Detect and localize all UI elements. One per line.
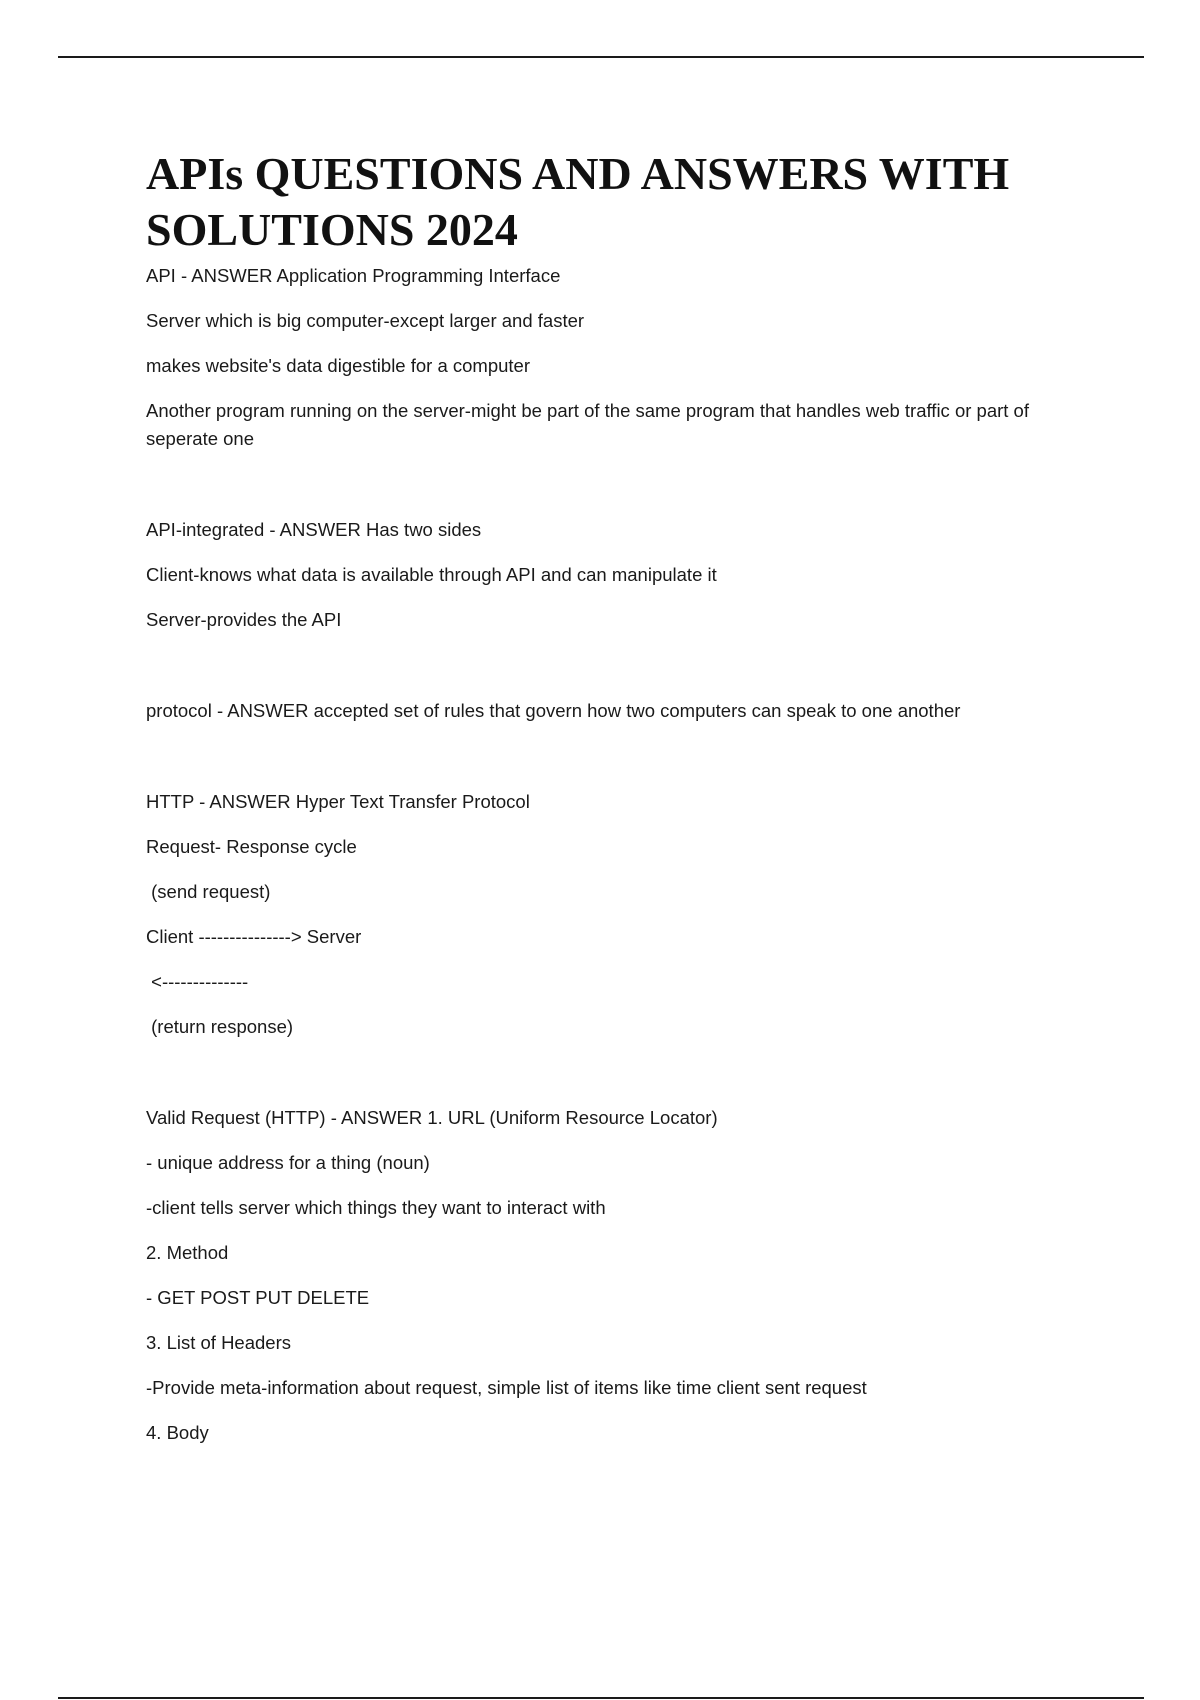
qa-line: 4. Body <box>146 1422 209 1443</box>
title-line-1: APIs QUESTIONS AND ANSWERS WITH <box>146 148 1010 199</box>
section-spacer <box>146 742 1086 788</box>
qa-line: Client ---------------> Server <box>146 926 362 947</box>
qa-line: <-------------- <box>146 971 249 992</box>
section-spacer <box>146 470 1086 516</box>
qa-line: Valid Request (HTTP) - ANSWER 1. URL (Uniform Resource Locator) <box>146 1107 718 1128</box>
document-title <box>146 146 1086 258</box>
qa-line: HTTP - ANSWER Hyper Text Transfer Protocol <box>146 791 530 812</box>
footer-rule <box>58 1697 1144 1699</box>
qa-line: Server-provides the API <box>146 609 342 630</box>
section-spacer <box>146 1058 1086 1104</box>
qa-section-http <box>146 788 1086 1041</box>
header-rule <box>58 56 1144 58</box>
qa-line: 3. List of Headers <box>146 1332 291 1353</box>
qa-line: Another program running on the server-might be part of the same program that handles web traffic or part of seperate one <box>146 400 1035 449</box>
qa-line: -client tells server which things they want to interact with <box>146 1197 606 1218</box>
title-line-2: SOLUTIONS 2024 <box>146 204 518 255</box>
qa-line: - unique address for a thing (noun) <box>146 1152 430 1173</box>
qa-line: API-integrated - ANSWER Has two sides <box>146 519 482 540</box>
qa-line: Server which is big computer-except larger and faster <box>146 310 585 331</box>
qa-section-api-integrated <box>146 516 1086 634</box>
qa-line: -Provide meta-information about request, simple list of items like time client sent request <box>146 1377 867 1398</box>
qa-line: 2. Method <box>146 1242 229 1263</box>
section-spacer <box>146 651 1086 697</box>
qa-line: Client-knows what data is available through API and can manipulate it <box>146 564 717 585</box>
qa-section-api <box>146 262 1086 453</box>
qa-line: protocol - ANSWER accepted set of rules that govern how two computers can speak to one another <box>146 700 961 721</box>
qa-line: makes website's data digestible for a computer <box>146 355 531 376</box>
qa-line: Request- Response cycle <box>146 836 357 857</box>
document-body <box>146 146 1086 1464</box>
qa-section-protocol <box>146 697 1086 725</box>
qa-line: - GET POST PUT DELETE <box>146 1287 370 1308</box>
qa-line: (send request) <box>146 881 271 902</box>
qa-line: (return response) <box>146 1016 294 1037</box>
qa-line: API - ANSWER Application Programming Interface <box>146 265 561 286</box>
qa-section-valid-request <box>146 1104 1086 1447</box>
